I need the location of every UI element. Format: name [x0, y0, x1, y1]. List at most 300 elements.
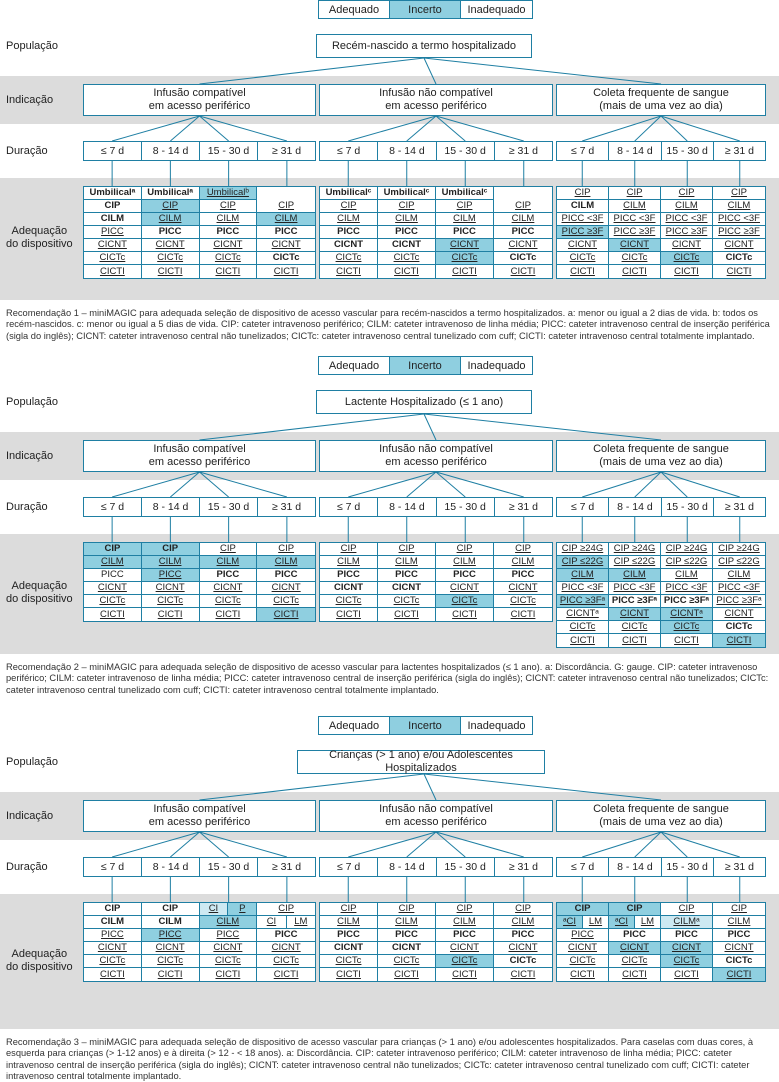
device-cell [713, 265, 765, 278]
device-label: CILM [511, 556, 535, 567]
device-cell [494, 942, 552, 955]
device-label: PICC [571, 929, 594, 940]
device-label: CICTc [214, 595, 241, 606]
device-label: CILM [623, 569, 646, 580]
device-cell [436, 968, 494, 981]
duration-3: 15 - 30 d [437, 858, 495, 876]
device-label: PICC [101, 569, 124, 580]
device-label: CICNTᵃ [670, 608, 703, 619]
device-cell [436, 200, 494, 213]
duration-row-2 [319, 141, 553, 161]
device-cell [320, 187, 378, 200]
device-label: CICTc [621, 252, 648, 263]
device-label: CICNT [567, 942, 598, 953]
duration-4: ≥ 31 d [724, 501, 754, 513]
device-cell [320, 200, 378, 213]
device-cell [84, 265, 142, 278]
device-label: CICNT [671, 239, 702, 250]
device-cell [557, 556, 609, 569]
device-label: CICTI [157, 968, 183, 980]
device-cell [609, 187, 661, 200]
duration-3: 15 - 30 d [662, 498, 714, 516]
device-cell [661, 543, 713, 556]
device-cell [609, 265, 661, 278]
duration-row-1 [83, 497, 316, 517]
device-cell [257, 608, 315, 621]
device-label: CICTc [673, 621, 700, 632]
device-label: CICTI [510, 968, 536, 980]
device-cell [200, 968, 258, 981]
suitability-line-2: do dispositivo [6, 593, 73, 605]
device-cell [713, 187, 765, 200]
device-label: CIP [162, 200, 179, 211]
device-label: CIP ≤22G [561, 556, 604, 567]
device-cell [84, 239, 142, 252]
indication-box-3 [556, 84, 766, 116]
device-cell [494, 903, 552, 916]
device-label: CIP [574, 903, 591, 914]
device-label: PICC [511, 569, 535, 580]
device-cell [200, 942, 258, 955]
device-cell [557, 226, 609, 239]
legend-uncertain: Incerto [390, 1, 461, 18]
device-cell [142, 265, 200, 278]
indication-line: Infusão não compatível [379, 87, 493, 99]
device-label: CICTc [335, 595, 362, 606]
device-cell [320, 929, 378, 942]
device-label: PICC <3F [613, 213, 656, 224]
device-label: CICTI [99, 968, 125, 980]
device-label: CIP ≤22G [613, 556, 656, 567]
device-cell [557, 595, 609, 608]
device-cell [609, 955, 661, 968]
device-label: CICNT [508, 582, 538, 593]
device-cell [557, 543, 609, 556]
duration-row-2 [319, 497, 553, 517]
device-cell [494, 929, 552, 942]
device-cell [142, 569, 200, 582]
device-label: CICTI [510, 265, 536, 277]
device-cell [609, 556, 661, 569]
device-cell [436, 569, 494, 582]
indication-line: em acesso periférico [385, 816, 487, 828]
device-label: CILM [675, 200, 698, 211]
device-cell-part: CI [208, 903, 219, 914]
suitability-line-1: Adequação [11, 947, 68, 960]
device-label: CIP [398, 543, 415, 554]
device-label: CICTI [273, 968, 299, 980]
indication-line: Infusão não compatível [379, 443, 493, 455]
duration-2: 8 - 14 d [378, 142, 436, 160]
device-label: CILMᵃ [673, 916, 700, 927]
device-label: CICTI [336, 608, 361, 620]
device-cell [378, 595, 436, 608]
indication-line: (mais de uma vez ao dia) [599, 100, 723, 112]
device-label: CICTI [726, 968, 752, 980]
device-label: CICTc [335, 955, 362, 966]
duration-row-3 [556, 857, 766, 877]
device-label: PICC [274, 569, 298, 580]
device-cell [494, 543, 552, 556]
population-box [297, 750, 545, 774]
device-cell [257, 903, 315, 916]
device-label: PICC <3F [613, 582, 656, 593]
duration-3: 15 - 30 d [437, 142, 495, 160]
device-cell [713, 929, 765, 942]
device-label: PICC [337, 569, 360, 580]
device-label: CIP [456, 903, 473, 914]
device-label: CICTc [273, 955, 300, 966]
device-cell [713, 621, 765, 634]
device-label: CICTc [393, 252, 420, 263]
device-label: CICNT [155, 582, 185, 593]
device-cell [436, 929, 494, 942]
device-cell [84, 569, 142, 582]
device-label: PICC ≥3Fᵃ [559, 595, 606, 606]
device-grid-3 [556, 186, 766, 279]
device-label: CIP [626, 187, 643, 198]
device-cell [142, 213, 200, 226]
duration-4: ≥ 31 d [508, 145, 538, 157]
device-cell [436, 942, 494, 955]
device-label: CIP [456, 543, 473, 554]
device-label: CILM [158, 213, 182, 224]
duration-3: 15 - 30 d [200, 142, 258, 160]
device-cell [378, 942, 436, 955]
duration-1: ≤ 7 d [84, 498, 142, 516]
device-cell [200, 903, 258, 916]
device-cell [494, 955, 552, 968]
device-cell [609, 213, 661, 226]
device-cell [661, 252, 713, 265]
device-cell [494, 569, 552, 582]
device-cell [84, 543, 142, 556]
device-cell [142, 903, 200, 916]
device-cell [257, 239, 315, 252]
device-label: CICTI [394, 265, 419, 277]
device-label: CICNT [391, 582, 422, 593]
device-label: CICNT [155, 239, 185, 250]
device-label: CILM [453, 916, 476, 927]
device-cell [713, 252, 765, 265]
device-label: CICTc [569, 252, 596, 263]
device-cell [436, 916, 494, 929]
device-cell [436, 226, 494, 239]
device-cell [378, 200, 436, 213]
device-cell [257, 916, 315, 929]
device-cell [494, 187, 552, 200]
device-label: CICNT [449, 239, 480, 250]
device-cell [609, 634, 661, 647]
device-label: CICNT [97, 239, 127, 250]
duration-2: 8 - 14 d [609, 142, 661, 160]
duration-1: ≤ 7 d [320, 142, 378, 160]
row-label-suitability [6, 948, 73, 974]
device-cell [661, 595, 713, 608]
device-cell [142, 556, 200, 569]
row-label-suitability [6, 225, 73, 251]
device-cell [713, 543, 765, 556]
device-label: CICTc [621, 621, 648, 632]
device-cell [257, 556, 315, 569]
device-cell [320, 265, 378, 278]
device-label: PICC ≥3Fᵃ [611, 595, 658, 606]
device-label: CILM [727, 916, 751, 927]
device-label: CICTI [452, 608, 477, 620]
device-cell [84, 200, 142, 213]
device-cell [661, 213, 713, 226]
duration-1: ≤ 7 d [84, 142, 142, 160]
device-cell [320, 608, 378, 621]
row-label-population: População [6, 756, 58, 768]
device-label: CIP ≥24G [561, 543, 604, 554]
device-label: PICC [623, 929, 646, 940]
device-grid-3 [556, 902, 766, 982]
device-cell [557, 582, 609, 595]
device-cell [142, 239, 200, 252]
device-label: CILM [337, 916, 360, 927]
device-label: CIP [340, 200, 357, 211]
legend-uncertain: Incerto [390, 717, 461, 734]
device-label: PICC <3F [561, 582, 604, 593]
device-label: CICTI [622, 634, 647, 646]
device-label: CILM [453, 556, 476, 567]
device-cell-part: LM [582, 916, 608, 928]
device-label: CICNT [567, 239, 598, 250]
device-label: CIP [456, 200, 473, 211]
device-label: CIP [104, 903, 121, 914]
duration-2: 8 - 14 d [142, 142, 200, 160]
device-cell [557, 621, 609, 634]
device-cell [661, 200, 713, 213]
device-label: CICTc [725, 955, 753, 966]
device-cell [713, 213, 765, 226]
device-cell [713, 569, 765, 582]
indication-box-2 [319, 84, 553, 116]
device-cell [378, 556, 436, 569]
device-label: CICNT [213, 582, 243, 593]
device-label: CICTc [725, 621, 753, 632]
device-cell [84, 903, 142, 916]
device-label: CICTI [452, 265, 477, 277]
device-cell [142, 916, 200, 929]
device-label: PICC ≥3F [561, 226, 604, 237]
device-label: CICNT [97, 942, 127, 953]
device-label: CIP ≥24G [613, 543, 656, 554]
duration-row-1 [83, 857, 316, 877]
device-label: PICC [216, 929, 240, 940]
device-label: CILM [100, 213, 124, 224]
indication-line: em acesso periférico [385, 100, 487, 112]
legend-inadequate: Inadequado [467, 3, 526, 16]
duration-2: 8 - 14 d [378, 498, 436, 516]
device-label: CICTc [99, 955, 126, 966]
device-label: CICTI [622, 265, 647, 277]
device-cell [142, 187, 200, 200]
device-label: CICNT [333, 942, 364, 953]
indication-box-2 [319, 440, 553, 472]
device-label: PICC [395, 226, 418, 237]
device-label: CICNT [213, 942, 243, 953]
indication-line: (mais de uma vez ao dia) [599, 456, 723, 468]
device-cell [436, 556, 494, 569]
device-label: CILM [571, 569, 594, 580]
duration-1: ≤ 7 d [557, 142, 609, 160]
device-cell [609, 200, 661, 213]
device-cell [609, 239, 661, 252]
device-cell [713, 916, 765, 929]
device-cell [378, 608, 436, 621]
duration-1: ≤ 7 d [320, 858, 378, 876]
device-cell [713, 955, 765, 968]
device-label: PICC ≥3F [718, 226, 760, 237]
device-label: CICTc [272, 252, 300, 263]
indication-box-3 [556, 800, 766, 832]
indication-line: em acesso periférico [148, 100, 251, 112]
device-label: CIP [104, 200, 121, 211]
device-cell [320, 942, 378, 955]
device-label: CIP [162, 543, 179, 554]
device-cell [609, 608, 661, 621]
legend-inadequate: Inadequado [467, 359, 526, 372]
device-cell [661, 968, 713, 981]
device-cell [142, 955, 200, 968]
device-cell-part: LM [634, 916, 660, 928]
device-cell [436, 595, 494, 608]
device-label: PICC ≥3Fᵃ [716, 595, 762, 606]
device-label: CICTc [393, 595, 420, 606]
device-cell [142, 252, 200, 265]
device-cell [257, 582, 315, 595]
device-cell [142, 226, 200, 239]
device-label: CICTI [394, 608, 419, 620]
device-cell [200, 608, 258, 621]
device-label: CICTc [451, 955, 478, 966]
device-cell [557, 187, 609, 200]
device-cell [200, 543, 258, 556]
device-label: CICTc [99, 252, 126, 263]
device-label: CICNT [271, 942, 301, 953]
device-cell [713, 608, 765, 621]
device-label: CILM [395, 556, 418, 567]
device-cell [378, 187, 436, 200]
device-label: PICC [101, 226, 124, 237]
device-label: CICNT [724, 608, 754, 619]
device-label: CILM [511, 916, 535, 927]
device-cell-part: CI [266, 916, 277, 927]
device-label: CIP [219, 543, 236, 554]
device-cell [557, 608, 609, 621]
device-cell [557, 968, 609, 981]
indication-line: em acesso periférico [385, 456, 487, 468]
device-label: CIP [515, 543, 531, 554]
device-label: CICTI [570, 634, 595, 646]
device-cell [494, 252, 552, 265]
device-cell [713, 942, 765, 955]
device-label: PICC ≥3F [613, 226, 656, 237]
device-label: PICC [453, 929, 476, 940]
device-label: CICNT [97, 582, 127, 593]
device-label: PICC <3F [665, 213, 708, 224]
device-cell [609, 543, 661, 556]
indication-line: Coleta frequente de sangue [593, 443, 729, 455]
device-cell [378, 582, 436, 595]
device-cell [84, 955, 142, 968]
suitability-line-1: Adequação [11, 225, 68, 237]
legend-adequate: Adequado [319, 357, 390, 374]
device-label: PICC <3F [665, 582, 708, 593]
suitability-line-2: do dispositivo [6, 960, 73, 973]
duration-1: ≤ 7 d [320, 498, 378, 516]
device-label: PICC [274, 226, 298, 237]
device-label: CICNT [508, 239, 538, 250]
device-cell [142, 595, 200, 608]
duration-2: 8 - 14 d [609, 858, 661, 876]
device-cell [557, 916, 609, 929]
device-cell [200, 595, 258, 608]
device-cell [257, 226, 315, 239]
indication-line: Infusão compatível [153, 443, 246, 455]
legend [318, 356, 533, 375]
duration-2: 8 - 14 d [142, 498, 200, 516]
device-cell [557, 569, 609, 582]
device-cell [436, 608, 494, 621]
duration-4: ≥ 31 d [271, 501, 302, 513]
device-cell [320, 213, 378, 226]
device-cell [84, 556, 142, 569]
device-label: CILM [274, 556, 298, 567]
device-label: CIP [678, 903, 695, 914]
device-cell [320, 543, 378, 556]
device-label: CILM [216, 556, 240, 567]
device-cell [257, 187, 315, 200]
device-cell [713, 903, 765, 916]
duration-4: ≥ 31 d [271, 861, 302, 873]
duration-1: ≤ 7 d [557, 498, 609, 516]
device-label: PICC <3F [718, 582, 760, 593]
device-cell [378, 929, 436, 942]
device-cell [200, 200, 258, 213]
device-label: CICTI [157, 608, 183, 620]
device-cell [609, 916, 661, 929]
device-cell [200, 916, 258, 929]
duration-3: 15 - 30 d [200, 498, 258, 516]
device-cell [557, 265, 609, 278]
device-label: CICNT [619, 239, 650, 250]
device-grid-3 [556, 542, 766, 648]
device-label: CIP [515, 903, 531, 914]
device-cell [661, 608, 713, 621]
device-label: CICTI [215, 968, 241, 980]
device-cell [257, 265, 315, 278]
device-cell [200, 213, 258, 226]
device-cell-part: P [227, 903, 256, 915]
device-cell [84, 942, 142, 955]
device-label: CICTc [393, 955, 420, 966]
device-cell [609, 903, 661, 916]
device-cell [713, 556, 765, 569]
indication-line: Coleta frequente de sangue [593, 87, 729, 99]
device-label: CICTc [99, 595, 126, 606]
legend-adequate: Adequado [319, 1, 390, 18]
device-label: CICTI [99, 265, 125, 277]
device-cell [257, 252, 315, 265]
device-label: CICNT [508, 942, 538, 953]
device-cell [609, 929, 661, 942]
device-label: CICTc [673, 955, 700, 966]
device-cell [200, 252, 258, 265]
device-cell [557, 955, 609, 968]
